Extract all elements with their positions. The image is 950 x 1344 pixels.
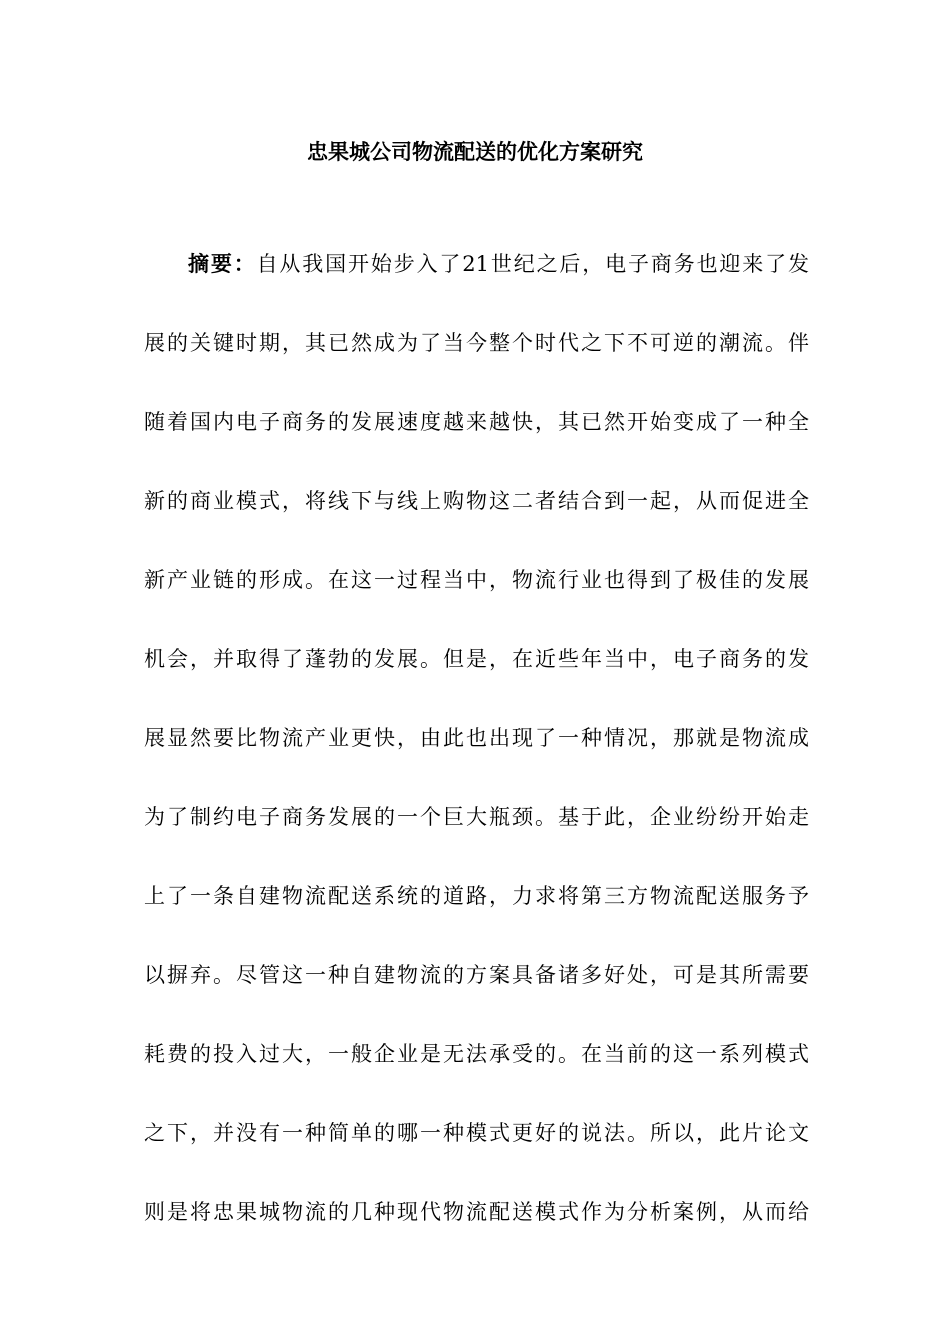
abstract-body	[144, 246, 809, 1273]
abstract-line: 耗费的投入过大，一般企业是无法承受的。在当前的这一系列模式	[144, 1042, 809, 1066]
abstract-line: 新的商业模式，将线下与线上购物这二者结合到一起，从而促进全	[144, 489, 809, 513]
abstract-line: 展显然要比物流产业更快，由此也出现了一种情况，那就是物流成	[144, 726, 809, 750]
abstract-line: 随着国内电子商务的发展速度越来越快，其已然开始变成了一种全	[144, 410, 809, 434]
document-title: 忠果城公司物流配送的优化方案研究	[307, 140, 643, 164]
abstract-line: 展的关键时期，其已然成为了当今整个时代之下不可逆的潮流。伴	[144, 331, 809, 355]
abstract-line: 新产业链的形成。在这一过程当中，物流行业也得到了极佳的发展	[144, 568, 809, 592]
abstract-line: 则是将忠果城物流的几种现代物流配送模式作为分析案例，从而给	[144, 1200, 809, 1224]
abstract-line: 为了制约电子商务发展的一个巨大瓶颈。基于此，企业纷纷开始走	[144, 805, 809, 829]
abstract-line	[144, 246, 809, 325]
abstract-line: 机会，并取得了蓬勃的发展。但是，在近些年当中，电子商务的发	[144, 647, 809, 671]
abstract-line: 以摒弃。尽管这一种自建物流的方案具备诸多好处，可是其所需要	[144, 963, 809, 987]
abstract-label: 摘要：	[188, 252, 257, 276]
abstract-line: 之下，并没有一种简单的哪一种模式更好的说法。所以，此片论文	[144, 1121, 809, 1145]
abstract-line: 上了一条自建物流配送系统的道路，力求将第三方物流配送服务予	[144, 884, 809, 908]
abstract-text: 自从我国开始步入了21世纪之后，电子商务也迎来了发	[256, 252, 809, 276]
